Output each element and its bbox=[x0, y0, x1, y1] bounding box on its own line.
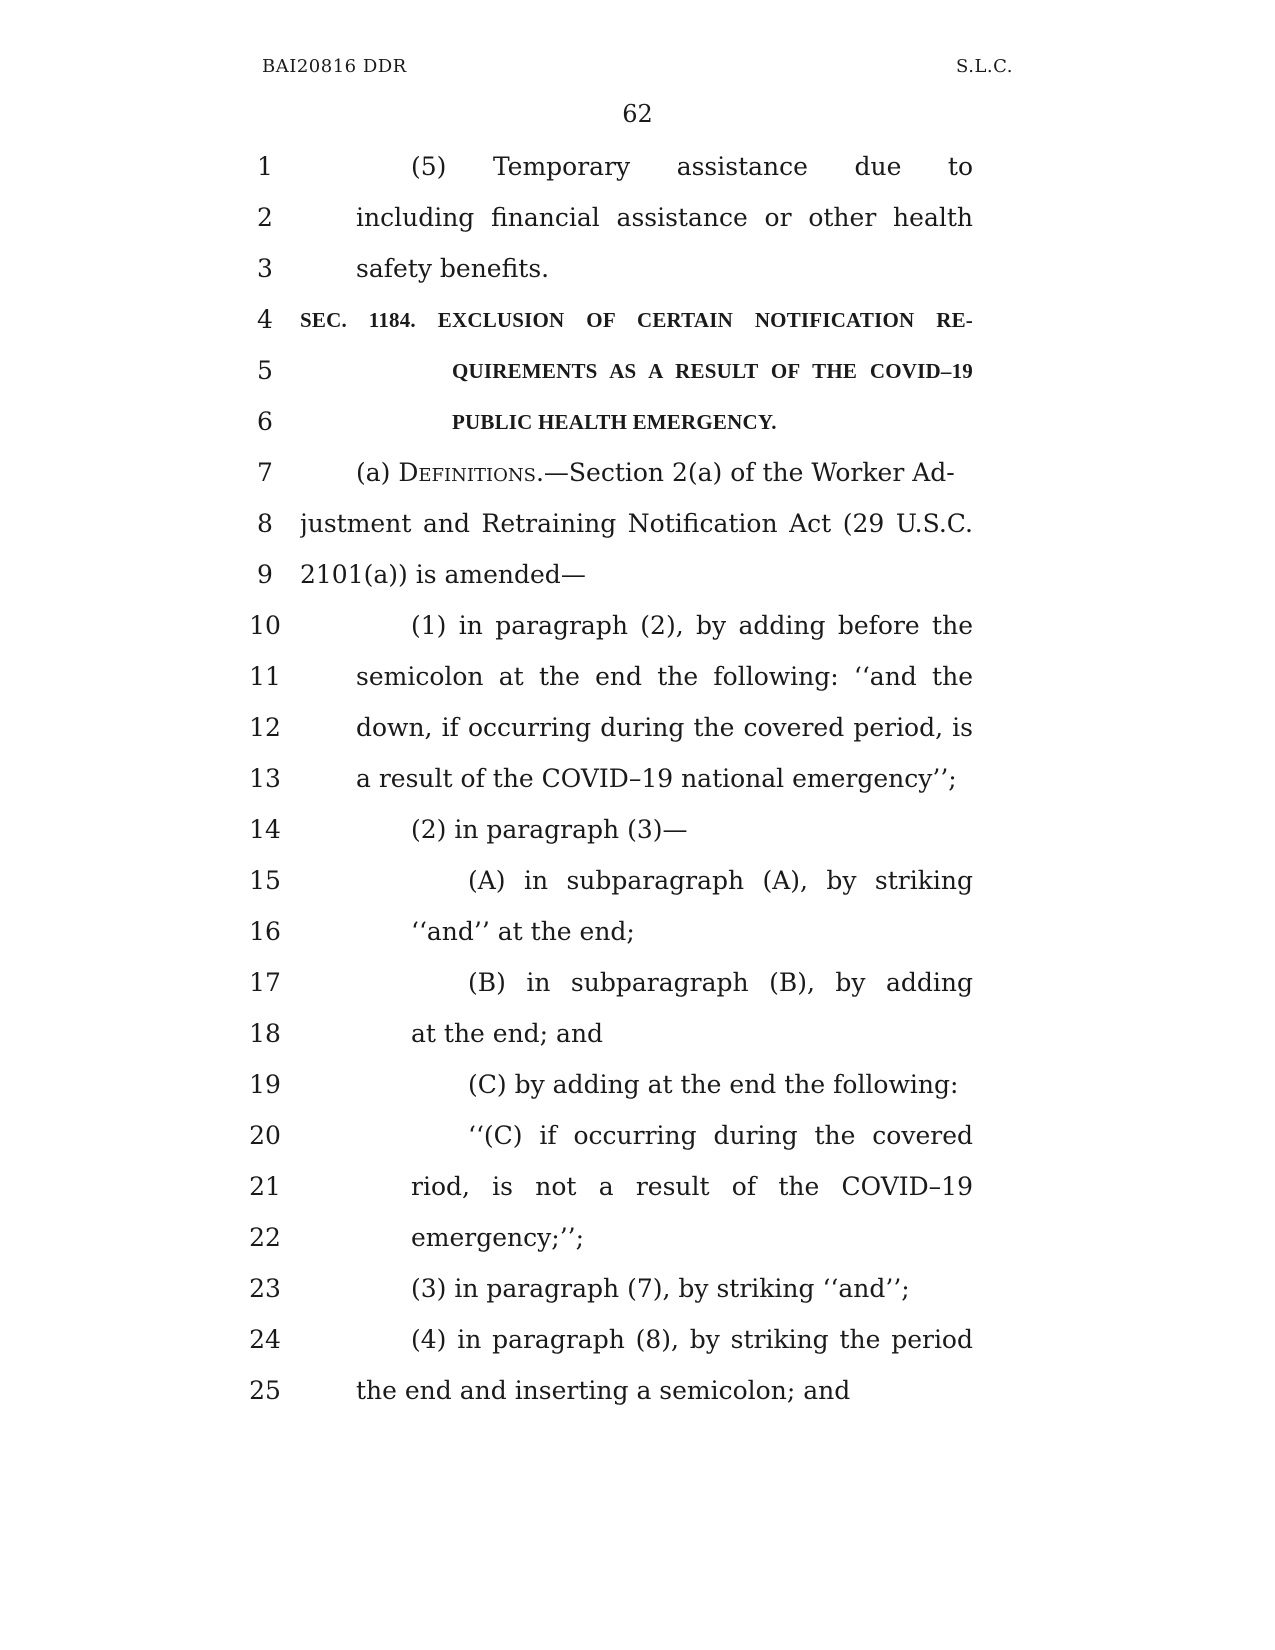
line-text: safety benefits. bbox=[356, 254, 550, 283]
line-number: 4 bbox=[257, 305, 273, 334]
subsection-label: (a) bbox=[356, 458, 399, 487]
line-number: 1 bbox=[257, 152, 273, 181]
line-number: 2 bbox=[257, 203, 273, 232]
bill-line bbox=[0, 1211, 1275, 1265]
line-text: the end and inserting a semicolon; and bbox=[356, 1376, 851, 1405]
bill-line bbox=[0, 599, 1275, 653]
line-text: including financial assistance or other health bbox=[356, 203, 973, 232]
document-code: S.L.C. bbox=[956, 56, 1013, 77]
section-heading: QUIREMENTS AS A RESULT OF THE COVID–19 bbox=[452, 359, 973, 383]
bill-line bbox=[0, 1364, 1275, 1418]
line-number: 8 bbox=[257, 509, 273, 538]
line-number: 14 bbox=[249, 815, 281, 844]
line-text: at the end; and bbox=[411, 1019, 604, 1048]
bill-line bbox=[0, 548, 1275, 602]
line-text: semicolon at the end the following: ‘‘and the bbox=[356, 662, 973, 691]
line-number: 18 bbox=[249, 1019, 281, 1048]
document-id: BAI20816 DDR bbox=[262, 56, 407, 77]
line-text: emergency;’’; bbox=[411, 1223, 585, 1252]
line-text bbox=[356, 446, 955, 500]
bill-line bbox=[0, 1160, 1275, 1214]
line-number: 6 bbox=[257, 407, 273, 436]
line-text: (4) in paragraph (8), by striking the period bbox=[411, 1325, 973, 1354]
line-number: 10 bbox=[249, 611, 281, 640]
line-text: (C) by adding at the end the following: bbox=[468, 1070, 959, 1099]
line-text: ‘‘(C) if occurring during the covered bbox=[468, 1121, 973, 1150]
line-number: 22 bbox=[249, 1223, 281, 1252]
line-text: (1) in paragraph (2), by adding before the bbox=[411, 611, 973, 640]
line-text: riod, is not a result of the COVID–19 bbox=[411, 1172, 973, 1201]
bill-line bbox=[0, 446, 1275, 500]
subsection-text: .—Section 2(a) of the Worker Ad- bbox=[535, 458, 955, 487]
bill-line bbox=[0, 752, 1275, 806]
bill-line bbox=[0, 1313, 1275, 1367]
line-number: 11 bbox=[249, 662, 281, 691]
line-number: 24 bbox=[249, 1325, 281, 1354]
bill-line bbox=[0, 395, 1275, 449]
line-number: 21 bbox=[249, 1172, 281, 1201]
line-text: (B) in subparagraph (B), by adding bbox=[468, 968, 973, 997]
bill-line bbox=[0, 140, 1275, 194]
bill-line bbox=[0, 191, 1275, 245]
line-text: (3) in paragraph (7), by striking ‘‘and’’; bbox=[411, 1274, 910, 1303]
bill-line bbox=[0, 956, 1275, 1010]
line-text: a result of the COVID–19 national emergency’’; bbox=[356, 764, 957, 793]
subsection-heading: Definitions bbox=[398, 458, 536, 487]
line-number: 12 bbox=[249, 713, 281, 742]
page-number: 62 bbox=[622, 100, 653, 128]
line-text: 2101(a)) is amended— bbox=[300, 560, 586, 589]
line-number: 5 bbox=[257, 356, 273, 385]
line-text: (2) in paragraph (3)— bbox=[411, 815, 688, 844]
line-text: down, if occurring during the covered period, is bbox=[356, 713, 973, 742]
line-text: justment and Retraining Notification Act (29 U.S.C. bbox=[300, 509, 973, 538]
bill-line bbox=[0, 803, 1275, 857]
bill-line bbox=[0, 854, 1275, 908]
line-text: (5) Temporary assistance due to bbox=[411, 152, 973, 181]
line-number: 20 bbox=[249, 1121, 281, 1150]
line-number: 23 bbox=[249, 1274, 281, 1303]
bill-line bbox=[0, 497, 1275, 551]
section-heading: PUBLIC HEALTH EMERGENCY. bbox=[452, 410, 777, 434]
line-number: 7 bbox=[257, 458, 273, 487]
line-text: (A) in subparagraph (A), by striking bbox=[468, 866, 973, 895]
line-number: 19 bbox=[249, 1070, 281, 1099]
bill-line bbox=[0, 701, 1275, 755]
bill-line bbox=[0, 1109, 1275, 1163]
bill-line bbox=[0, 344, 1275, 398]
bill-line bbox=[0, 1262, 1275, 1316]
bill-line bbox=[0, 242, 1275, 296]
line-text: ‘‘and’’ at the end; bbox=[411, 917, 635, 946]
line-number: 16 bbox=[249, 917, 281, 946]
bill-line bbox=[0, 650, 1275, 704]
line-number: 13 bbox=[249, 764, 281, 793]
line-number: 15 bbox=[249, 866, 281, 895]
section-heading: SEC. 1184. EXCLUSION OF CERTAIN NOTIFICATION RE- bbox=[300, 308, 973, 332]
bill-line bbox=[0, 1007, 1275, 1061]
line-number: 25 bbox=[249, 1376, 281, 1405]
line-number: 9 bbox=[257, 560, 273, 589]
line-number: 3 bbox=[257, 254, 273, 283]
line-number: 17 bbox=[249, 968, 281, 997]
bill-line bbox=[0, 905, 1275, 959]
bill-line bbox=[0, 1058, 1275, 1112]
bill-line bbox=[0, 293, 1275, 347]
